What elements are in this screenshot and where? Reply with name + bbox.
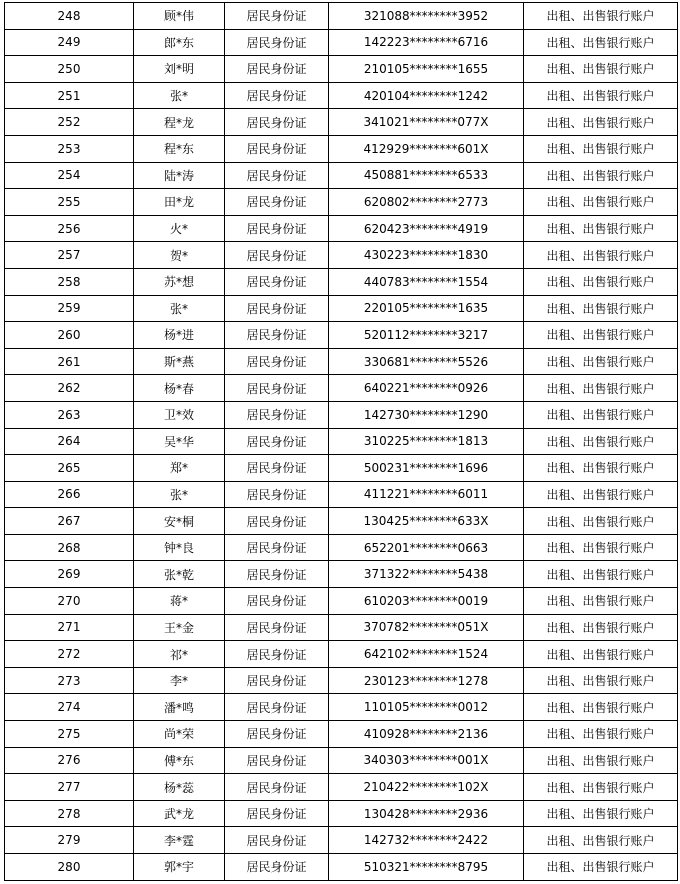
- table-row: [5, 56, 678, 83]
- masked-name-cell: 武*龙: [134, 800, 225, 827]
- id-type-cell: 居民身份证: [225, 667, 329, 694]
- violation-behavior-cell: 出租、出售银行账户: [524, 162, 678, 189]
- sequence-number-cell: 267: [5, 508, 134, 535]
- id-type-cell: 居民身份证: [225, 774, 329, 801]
- masked-name-cell: 尚*荣: [134, 721, 225, 748]
- table-row: [5, 215, 678, 242]
- violation-behavior-cell: 出租、出售银行账户: [524, 800, 678, 827]
- id-type-cell: 居民身份证: [225, 588, 329, 615]
- sequence-number-cell: 253: [5, 135, 134, 162]
- violation-behavior-cell: 出租、出售银行账户: [524, 508, 678, 535]
- table-row: [5, 82, 678, 109]
- masked-name-cell: 张*: [134, 481, 225, 508]
- masked-id-number-cell: 642102********1524: [329, 641, 524, 668]
- masked-name-cell: 杨*进: [134, 322, 225, 349]
- sequence-number-cell: 273: [5, 667, 134, 694]
- masked-name-cell: 杨*春: [134, 375, 225, 402]
- sequence-number-cell: 254: [5, 162, 134, 189]
- table-row: [5, 721, 678, 748]
- masked-name-cell: 杨*蕊: [134, 774, 225, 801]
- id-type-cell: 居民身份证: [225, 348, 329, 375]
- table-row: [5, 401, 678, 428]
- id-type-cell: 居民身份证: [225, 694, 329, 721]
- masked-id-number-cell: 130428********2936: [329, 800, 524, 827]
- masked-id-number-cell: 142223********6716: [329, 29, 524, 56]
- id-type-cell: 居民身份证: [225, 295, 329, 322]
- masked-id-number-cell: 500231********1696: [329, 455, 524, 482]
- sequence-number-cell: 261: [5, 348, 134, 375]
- masked-id-number-cell: 370782********051X: [329, 614, 524, 641]
- masked-id-number-cell: 220105********1635: [329, 295, 524, 322]
- violation-behavior-cell: 出租、出售银行账户: [524, 189, 678, 216]
- id-type-cell: 居民身份证: [225, 322, 329, 349]
- violation-behavior-cell: 出租、出售银行账户: [524, 561, 678, 588]
- id-type-cell: 居民身份证: [225, 854, 329, 881]
- violation-behavior-cell: 出租、出售银行账户: [524, 109, 678, 136]
- masked-name-cell: 顾*伟: [134, 3, 225, 30]
- masked-id-number-cell: 340303********001X: [329, 747, 524, 774]
- masked-id-number-cell: 341021********077X: [329, 109, 524, 136]
- masked-id-number-cell: 620423********4919: [329, 215, 524, 242]
- id-type-cell: 居民身份证: [225, 561, 329, 588]
- id-type-cell: 居民身份证: [225, 375, 329, 402]
- sequence-number-cell: 270: [5, 588, 134, 615]
- id-type-cell: 居民身份证: [225, 721, 329, 748]
- records-table-body: [5, 3, 678, 881]
- masked-name-cell: 苏*想: [134, 268, 225, 295]
- table-row: [5, 534, 678, 561]
- table-row: [5, 162, 678, 189]
- violation-behavior-cell: 出租、出售银行账户: [524, 641, 678, 668]
- sequence-number-cell: 249: [5, 29, 134, 56]
- sequence-number-cell: 258: [5, 268, 134, 295]
- id-type-cell: 居民身份证: [225, 614, 329, 641]
- sequence-number-cell: 264: [5, 428, 134, 455]
- table-row: [5, 109, 678, 136]
- table-row: [5, 135, 678, 162]
- sequence-number-cell: 266: [5, 481, 134, 508]
- sequence-number-cell: 263: [5, 401, 134, 428]
- sequence-number-cell: 269: [5, 561, 134, 588]
- masked-name-cell: 祁*: [134, 641, 225, 668]
- violation-behavior-cell: 出租、出售银行账户: [524, 827, 678, 854]
- masked-id-number-cell: 520112********3217: [329, 322, 524, 349]
- table-row: [5, 375, 678, 402]
- masked-name-cell: 王*金: [134, 614, 225, 641]
- masked-id-number-cell: 330681********5526: [329, 348, 524, 375]
- sequence-number-cell: 279: [5, 827, 134, 854]
- id-type-cell: 居民身份证: [225, 189, 329, 216]
- table-row: [5, 588, 678, 615]
- sequence-number-cell: 274: [5, 694, 134, 721]
- sequence-number-cell: 262: [5, 375, 134, 402]
- id-type-cell: 居民身份证: [225, 3, 329, 30]
- table-row: [5, 747, 678, 774]
- table-row: [5, 481, 678, 508]
- masked-name-cell: 李*霆: [134, 827, 225, 854]
- table-row: [5, 242, 678, 269]
- table-row: [5, 455, 678, 482]
- table-row: [5, 694, 678, 721]
- id-type-cell: 居民身份证: [225, 641, 329, 668]
- masked-id-number-cell: 610203********0019: [329, 588, 524, 615]
- id-type-cell: 居民身份证: [225, 428, 329, 455]
- masked-id-number-cell: 410928********2136: [329, 721, 524, 748]
- sequence-number-cell: 259: [5, 295, 134, 322]
- sequence-number-cell: 276: [5, 747, 134, 774]
- masked-id-number-cell: 210422********102X: [329, 774, 524, 801]
- table-row: [5, 268, 678, 295]
- masked-id-number-cell: 510321********8795: [329, 854, 524, 881]
- masked-name-cell: 郭*宇: [134, 854, 225, 881]
- id-type-cell: 居民身份证: [225, 508, 329, 535]
- id-type-cell: 居民身份证: [225, 800, 329, 827]
- masked-id-number-cell: 130425********633X: [329, 508, 524, 535]
- table-row: [5, 561, 678, 588]
- sequence-number-cell: 260: [5, 322, 134, 349]
- violation-behavior-cell: 出租、出售银行账户: [524, 667, 678, 694]
- table-row: [5, 3, 678, 30]
- masked-name-cell: 刘*明: [134, 56, 225, 83]
- masked-name-cell: 斯*燕: [134, 348, 225, 375]
- masked-name-cell: 张*乾: [134, 561, 225, 588]
- sequence-number-cell: 280: [5, 854, 134, 881]
- masked-id-number-cell: 640221********0926: [329, 375, 524, 402]
- masked-id-number-cell: 430223********1830: [329, 242, 524, 269]
- violation-behavior-cell: 出租、出售银行账户: [524, 56, 678, 83]
- masked-name-cell: 郑*: [134, 455, 225, 482]
- masked-name-cell: 田*龙: [134, 189, 225, 216]
- table-row: [5, 295, 678, 322]
- id-type-cell: 居民身份证: [225, 215, 329, 242]
- violation-behavior-cell: 出租、出售银行账户: [524, 721, 678, 748]
- masked-id-number-cell: 142730********1290: [329, 401, 524, 428]
- sequence-number-cell: 250: [5, 56, 134, 83]
- id-type-cell: 居民身份证: [225, 56, 329, 83]
- table-row: [5, 348, 678, 375]
- masked-name-cell: 贺*: [134, 242, 225, 269]
- violation-behavior-cell: 出租、出售银行账户: [524, 854, 678, 881]
- sequence-number-cell: 255: [5, 189, 134, 216]
- masked-name-cell: 安*桐: [134, 508, 225, 535]
- sequence-number-cell: 272: [5, 641, 134, 668]
- id-type-cell: 居民身份证: [225, 162, 329, 189]
- masked-id-number-cell: 110105********0012: [329, 694, 524, 721]
- table-row: [5, 667, 678, 694]
- id-type-cell: 居民身份证: [225, 827, 329, 854]
- records-table: [4, 2, 678, 881]
- masked-id-number-cell: 440783********1554: [329, 268, 524, 295]
- id-type-cell: 居民身份证: [225, 268, 329, 295]
- masked-id-number-cell: 142732********2422: [329, 827, 524, 854]
- violation-behavior-cell: 出租、出售银行账户: [524, 481, 678, 508]
- sequence-number-cell: 268: [5, 534, 134, 561]
- masked-name-cell: 蒋*: [134, 588, 225, 615]
- masked-name-cell: 张*: [134, 295, 225, 322]
- table-row: [5, 322, 678, 349]
- table-row: [5, 189, 678, 216]
- masked-name-cell: 郎*东: [134, 29, 225, 56]
- masked-id-number-cell: 412929********601X: [329, 135, 524, 162]
- masked-id-number-cell: 210105********1655: [329, 56, 524, 83]
- masked-id-number-cell: 310225********1813: [329, 428, 524, 455]
- violation-behavior-cell: 出租、出售银行账户: [524, 242, 678, 269]
- violation-behavior-cell: 出租、出售银行账户: [524, 455, 678, 482]
- violation-behavior-cell: 出租、出售银行账户: [524, 3, 678, 30]
- id-type-cell: 居民身份证: [225, 135, 329, 162]
- id-type-cell: 居民身份证: [225, 29, 329, 56]
- table-row: [5, 641, 678, 668]
- masked-id-number-cell: 652201********0663: [329, 534, 524, 561]
- sequence-number-cell: 278: [5, 800, 134, 827]
- table-row: [5, 854, 678, 881]
- sequence-number-cell: 256: [5, 215, 134, 242]
- masked-name-cell: 李*: [134, 667, 225, 694]
- sequence-number-cell: 271: [5, 614, 134, 641]
- table-row: [5, 800, 678, 827]
- id-type-cell: 居民身份证: [225, 242, 329, 269]
- sequence-number-cell: 275: [5, 721, 134, 748]
- table-row: [5, 614, 678, 641]
- sequence-number-cell: 248: [5, 3, 134, 30]
- sequence-number-cell: 277: [5, 774, 134, 801]
- masked-id-number-cell: 371322********5438: [329, 561, 524, 588]
- violation-behavior-cell: 出租、出售银行账户: [524, 428, 678, 455]
- masked-name-cell: 吴*华: [134, 428, 225, 455]
- masked-id-number-cell: 620802********2773: [329, 189, 524, 216]
- violation-behavior-cell: 出租、出售银行账户: [524, 401, 678, 428]
- table-row: [5, 774, 678, 801]
- id-type-cell: 居民身份证: [225, 455, 329, 482]
- violation-behavior-cell: 出租、出售银行账户: [524, 135, 678, 162]
- violation-behavior-cell: 出租、出售银行账户: [524, 774, 678, 801]
- masked-id-number-cell: 321088********3952: [329, 3, 524, 30]
- sequence-number-cell: 265: [5, 455, 134, 482]
- table-row: [5, 428, 678, 455]
- violation-behavior-cell: 出租、出售银行账户: [524, 694, 678, 721]
- sequence-number-cell: 251: [5, 82, 134, 109]
- violation-behavior-cell: 出租、出售银行账户: [524, 534, 678, 561]
- violation-behavior-cell: 出租、出售银行账户: [524, 614, 678, 641]
- id-type-cell: 居民身份证: [225, 401, 329, 428]
- violation-behavior-cell: 出租、出售银行账户: [524, 588, 678, 615]
- masked-name-cell: 钟*良: [134, 534, 225, 561]
- id-type-cell: 居民身份证: [225, 481, 329, 508]
- table-row: [5, 29, 678, 56]
- table-row: [5, 827, 678, 854]
- violation-behavior-cell: 出租、出售银行账户: [524, 375, 678, 402]
- violation-behavior-cell: 出租、出售银行账户: [524, 348, 678, 375]
- violation-behavior-cell: 出租、出售银行账户: [524, 215, 678, 242]
- violation-behavior-cell: 出租、出售银行账户: [524, 322, 678, 349]
- masked-name-cell: 潘*鸣: [134, 694, 225, 721]
- masked-name-cell: 程*东: [134, 135, 225, 162]
- table-row: [5, 508, 678, 535]
- id-type-cell: 居民身份证: [225, 82, 329, 109]
- violation-behavior-cell: 出租、出售银行账户: [524, 747, 678, 774]
- id-type-cell: 居民身份证: [225, 747, 329, 774]
- masked-id-number-cell: 450881********6533: [329, 162, 524, 189]
- sequence-number-cell: 252: [5, 109, 134, 136]
- masked-name-cell: 张*: [134, 82, 225, 109]
- sequence-number-cell: 257: [5, 242, 134, 269]
- masked-id-number-cell: 420104********1242: [329, 82, 524, 109]
- violation-behavior-cell: 出租、出售银行账户: [524, 268, 678, 295]
- id-type-cell: 居民身份证: [225, 109, 329, 136]
- id-type-cell: 居民身份证: [225, 534, 329, 561]
- masked-id-number-cell: 230123********1278: [329, 667, 524, 694]
- masked-name-cell: 傅*东: [134, 747, 225, 774]
- masked-name-cell: 卫*效: [134, 401, 225, 428]
- violation-behavior-cell: 出租、出售银行账户: [524, 29, 678, 56]
- masked-name-cell: 陆*涛: [134, 162, 225, 189]
- masked-name-cell: 火*: [134, 215, 225, 242]
- masked-name-cell: 程*龙: [134, 109, 225, 136]
- masked-id-number-cell: 411221********6011: [329, 481, 524, 508]
- violation-behavior-cell: 出租、出售银行账户: [524, 82, 678, 109]
- violation-behavior-cell: 出租、出售银行账户: [524, 295, 678, 322]
